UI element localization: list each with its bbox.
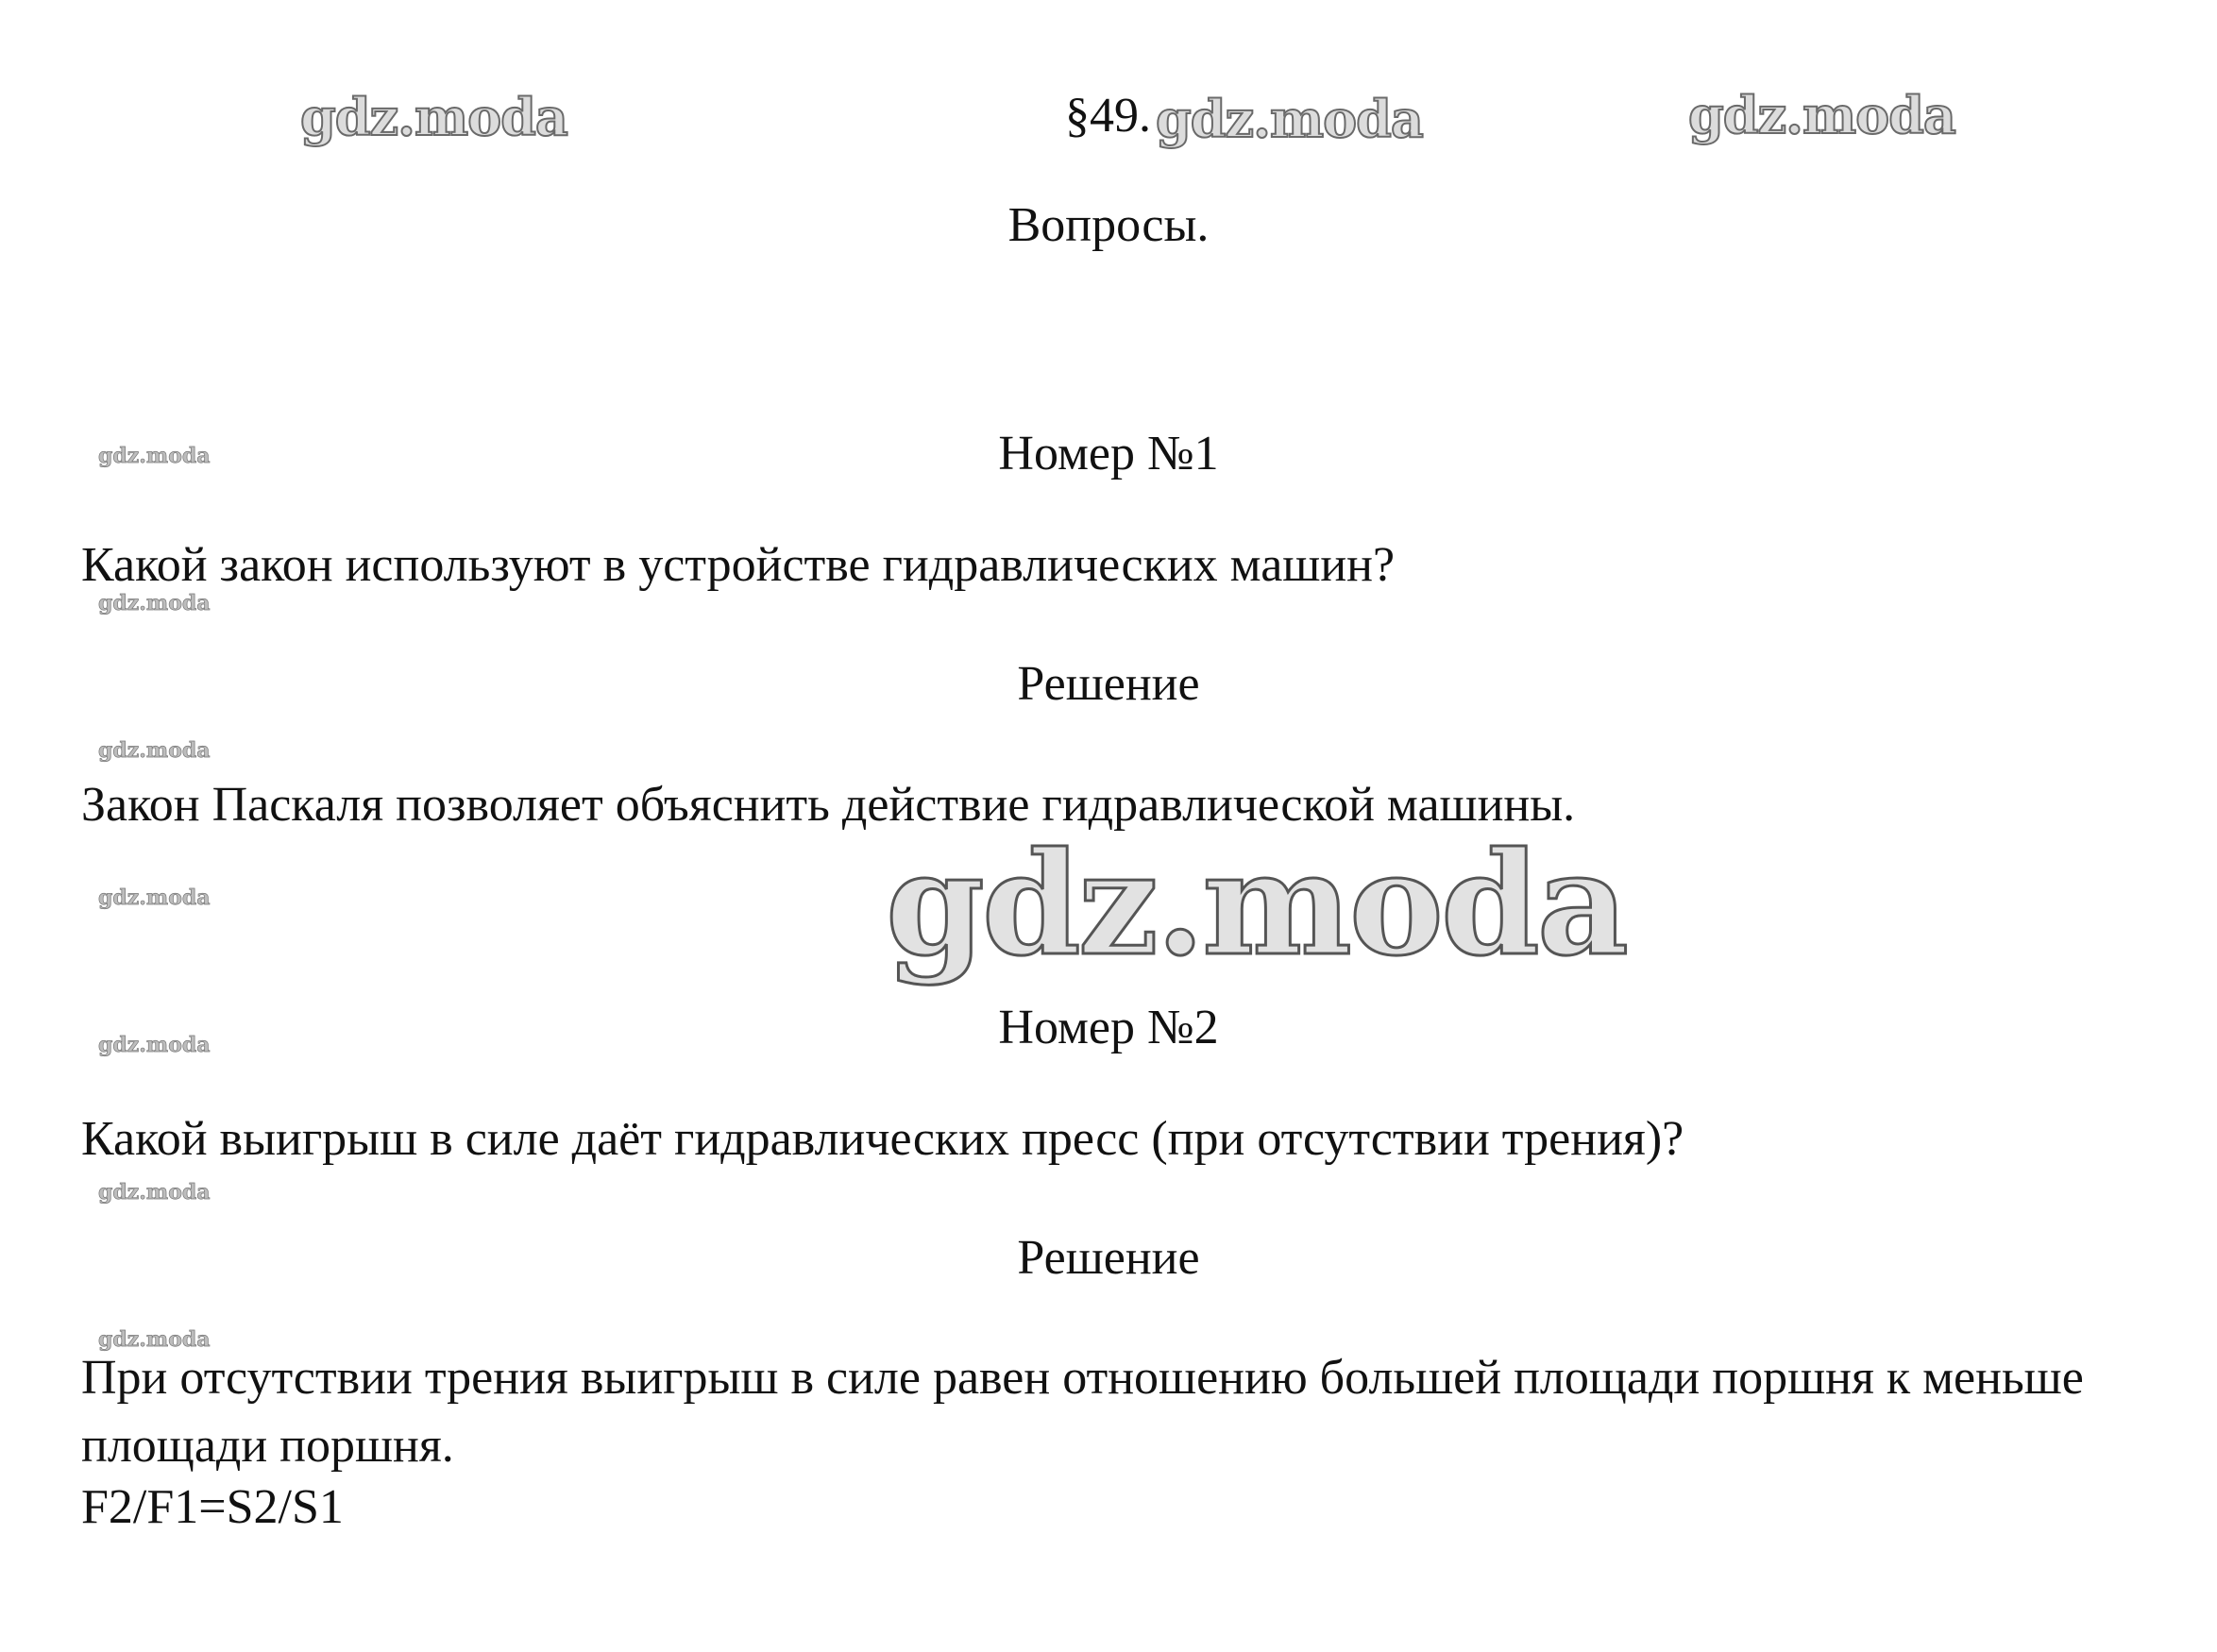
watermark-logo: gdz.moda xyxy=(98,1033,211,1057)
watermark-logo: gdz.moda xyxy=(98,1180,211,1205)
solution-label-1: Решение xyxy=(1017,657,1200,711)
watermark-logo: gdz.moda xyxy=(98,885,211,910)
watermark-logo: gdz.moda xyxy=(1688,85,1955,145)
watermark-logo: gdz.moda xyxy=(98,738,211,763)
watermark-logo: gdz.moda xyxy=(300,87,567,147)
answer-formula-2: F2/F1=S2/S1 xyxy=(81,1480,344,1534)
watermark-logo: gdz.moda xyxy=(98,591,211,615)
watermark-logo: gdz.moda xyxy=(98,444,211,468)
watermark-logo: gdz.moda xyxy=(1156,89,1423,149)
watermark-logo: gdz.moda xyxy=(98,1327,211,1352)
answer-text-1: Закон Паскаля позволяет объяснить действие гидравлической машины. xyxy=(81,778,1576,832)
question-number-2: Номер №2 xyxy=(998,1001,1219,1054)
answer-text-2: При отсутствии трения выигрыш в силе равен отношению большей площади поршня к меньше площади поршня. xyxy=(81,1351,2084,1473)
question-text-1: Какой закон используют в устройстве гидравлических машин? xyxy=(81,538,1396,592)
question-number-1: Номер №1 xyxy=(998,427,1219,480)
solution-label-2: Решение xyxy=(1017,1231,1200,1285)
paragraph-number: §49. xyxy=(1065,89,1151,143)
question-text-2: Какой выигрыш в силе даёт гидравлических пресс (при отсутствии трения)? xyxy=(81,1112,1684,1166)
watermark-logo-large: gdz.moda xyxy=(886,821,1627,987)
page-title: Вопросы. xyxy=(1007,198,1210,252)
